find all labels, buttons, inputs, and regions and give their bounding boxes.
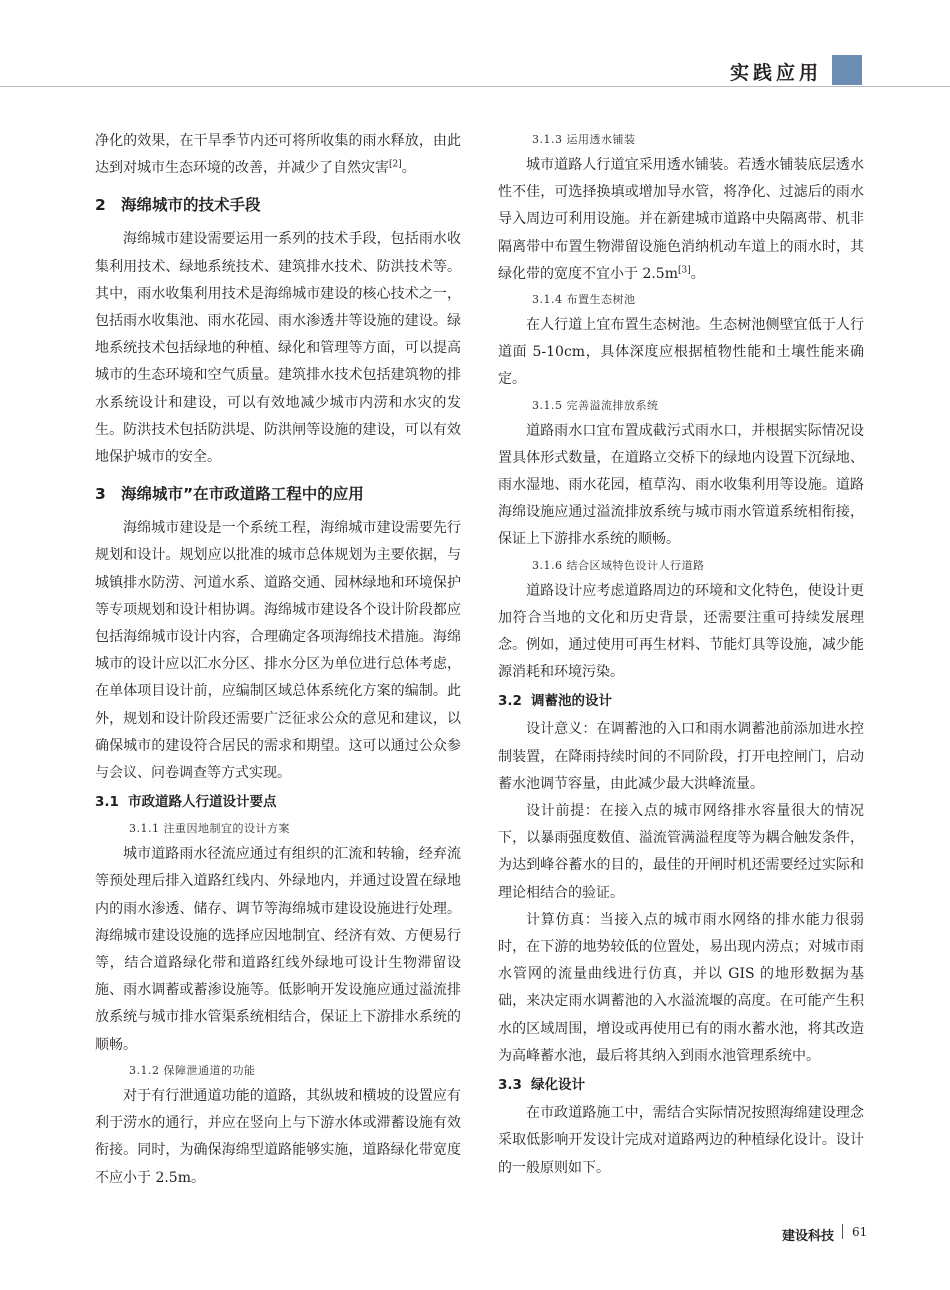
section-3-1-6-heading: 3.1.6 结合区域特色设计人行道路: [532, 558, 705, 572]
section-3-1-3-heading: 3.1.3 运用透水铺装: [532, 133, 636, 146]
header-rule: [0, 86, 950, 87]
left-column: [95, 128, 461, 1192]
section-3-2-heading: 3.2 调蓄池的设计: [498, 693, 612, 710]
section-3-1-5-paragraph: 道路雨水口宜布置成截污式雨水口，并根据实际情况设置具体形式数量，在道路立交桥下的绿地内设置下沉绿地、雨水湿地、雨水花园，植草沟、雨水收集利用等设施。道路海绵设施应通过溢流排放系统与城市雨水管道系统相衔接，保证上下游排水系统的顺畅。: [498, 422, 864, 548]
section-3-1-4-paragraph: 在人行道上宜布置生态树池。生态树池侧壁宜低于人行道面 5-10cm，具体深度应根据植物性能和土壤性能来确定。: [498, 317, 864, 388]
section-2-heading: 2 海绵城市的技术手段: [95, 196, 261, 215]
section-3-1-4-heading: 3.1.4 布置生态树池: [532, 293, 636, 307]
section-2-paragraph: 海绵城市建设需要运用一系列的技术手段，包括雨水收集利用技术、绿地系统技术、建筑排水技术、防洪技术等。其中，雨水收集利用技术是海绵城市建设的核心技术之一，包括雨水收集池、雨水花园、雨水渗透井等设施的建设。绿地系统技术包括绿地的种植、绿化和管理等方面，可以提高城市的生态环境和空气质量。建筑排水技术包括建筑物的排水系统设计和建设，可以有效地减少城市内涝和水灾的发生。防洪技术包括防洪堤、防洪闸等设施的建设，可以有效地保护城市的安全。: [95, 231, 461, 466]
section-3-1-2-heading: 3.1.2 保障泄通道的功能: [129, 1063, 256, 1077]
section-3-paragraph: 海绵城市建设是一个系统工程，海绵城市建设需要先行规划和设计。规划应以批准的城市总体规划为主要依据，与城镇排水防涝、河道水系、道路交通、园林绿地和环境保护等专项规划和设计相协调。海绵城市建设各个设计阶段都应包括海绵城市设计内容，合理确定各项海绵技术措施。海绵城市的设计应以汇水分区、排水分区为单位进行总体考虑，在单体项目设计前，应编制区域总体系统化方案的编制。此外，规划和设计阶段还需要广泛征求公众的意见和建议，以确保城市的建设符合居民的需求和期望。这可以通过公众参与会议、问卷调查等方式实现。: [95, 520, 461, 782]
section-3-1-heading: 3.1 市政道路人行道设计要点: [95, 794, 277, 811]
section-3-heading: 3 海绵城市”在市政道路工程中的应用: [95, 485, 364, 504]
intro-paragraph: 净化的效果，在干旱季节内还可将所收集的雨水释放，由此达到对城市生态环境的改善，并减少了自然灾害[2]。: [95, 133, 461, 177]
section-3-1-6-paragraph: 道路设计应考虑道路周边的环境和文化特色，使设计更加符合当地的文化和历史背景，还需要注重可持续发展理念。例如，通过使用可再生材料、节能灯具等设施，减少能源消耗和环境污染。: [498, 582, 864, 681]
journal-brand: 建设科技: [782, 1229, 835, 1244]
section-3-1-1-heading: 3.1.1 注重因地制宜的设计方案: [129, 822, 290, 836]
section-3-2-paragraph-2: 设计前提：在接入点的城市网络排水容量很大的情况下，以暴雨强度数值、溢流管满溢程度等为耦合触发条件，为达到峰谷蓄水的目的，最佳的开闸时机还需要经过实际和理论相结合的验证。: [498, 803, 864, 901]
footer-separator: [842, 1224, 843, 1239]
section-3-1-1-paragraph: 城市道路雨水径流应通过有组织的汇流和转输，经弃流等预处理后排入道路红线内、外绿地内，并通过设置在绿地内的雨水渗透、储存、调节等海绵城市建设设施进行处理。海绵城市建设设施的选择应因地制宜、经济有效、方便易行等，结合道路绿化带和道路红线外绿地可设计生物滞留设施、雨水调蓄或蓄渗设施等。低影响开发设施应通过溢流排放系统与城市排水管渠系统相结合，保证上下游排水系统的顺畅。: [95, 846, 461, 1053]
section-3-2-paragraph-3: 计算仿真：当接入点的城市雨水网络的排水能力很弱时，在下游的地势较低的位置处，易出现内涝点；对城市雨水管网的流量曲线进行仿真，并以 GIS 的地形数据为基础，来决定雨水调蓄池的入水溢流堰的高度。在可能产生积水的区域周围，增设或再使用已有的雨水蓄水池，将其改造为高峰蓄水池，最后将其纳入到雨水池管理系统中。: [498, 911, 864, 1064]
citation-ref: [3]: [678, 265, 691, 276]
section-3-1-3-paragraph: 城市道路人行道宜采用透水铺装。若透水铺装底层透水性不佳，可选择换填或增加导水管，将净化、过滤后的雨水导入周边可利用设施。并在新建城市道路中央隔离带、机非隔离带中布置生物滞留设施色消纳机动车道上的雨水时，其绿化带的宽度不宜小于 2.5m[3]。: [498, 157, 864, 282]
section-marker: [832, 55, 862, 85]
section-label: 实践应用: [729, 62, 822, 84]
page-number: 61: [852, 1225, 868, 1239]
section-3-2-paragraph-1: 设计意义：在调蓄池的入口和雨水调蓄池前添加进水控制装置，在降雨持续时间的不同阶段，打开电控闸门，启动蓄水池调节容量，由此减少最大洪峰流量。: [498, 721, 864, 792]
section-3-1-2-paragraph: 对于有行泄通道功能的道路，其纵坡和横坡的设置应有利于涝水的通行，并应在竖向上与下游水体或滞蓄设施有效衔接。同时，为确保海绵型道路能够实施，道路绿化带宽度不应小于 2.5m。: [95, 1087, 461, 1186]
section-3-1-5-heading: 3.1.5 完善溢流排放系统: [532, 398, 659, 412]
section-3-3-heading: 3.3 绿化设计: [498, 1077, 585, 1094]
citation-ref: [2]: [389, 159, 402, 170]
right-column: [498, 128, 864, 1182]
section-3-3-paragraph: 在市政道路施工中，需结合实际情况按照海绵建设理念采取低影响开发设计完成对道路两边的种植绿化设计。设计的一般原则如下。: [498, 1105, 864, 1176]
